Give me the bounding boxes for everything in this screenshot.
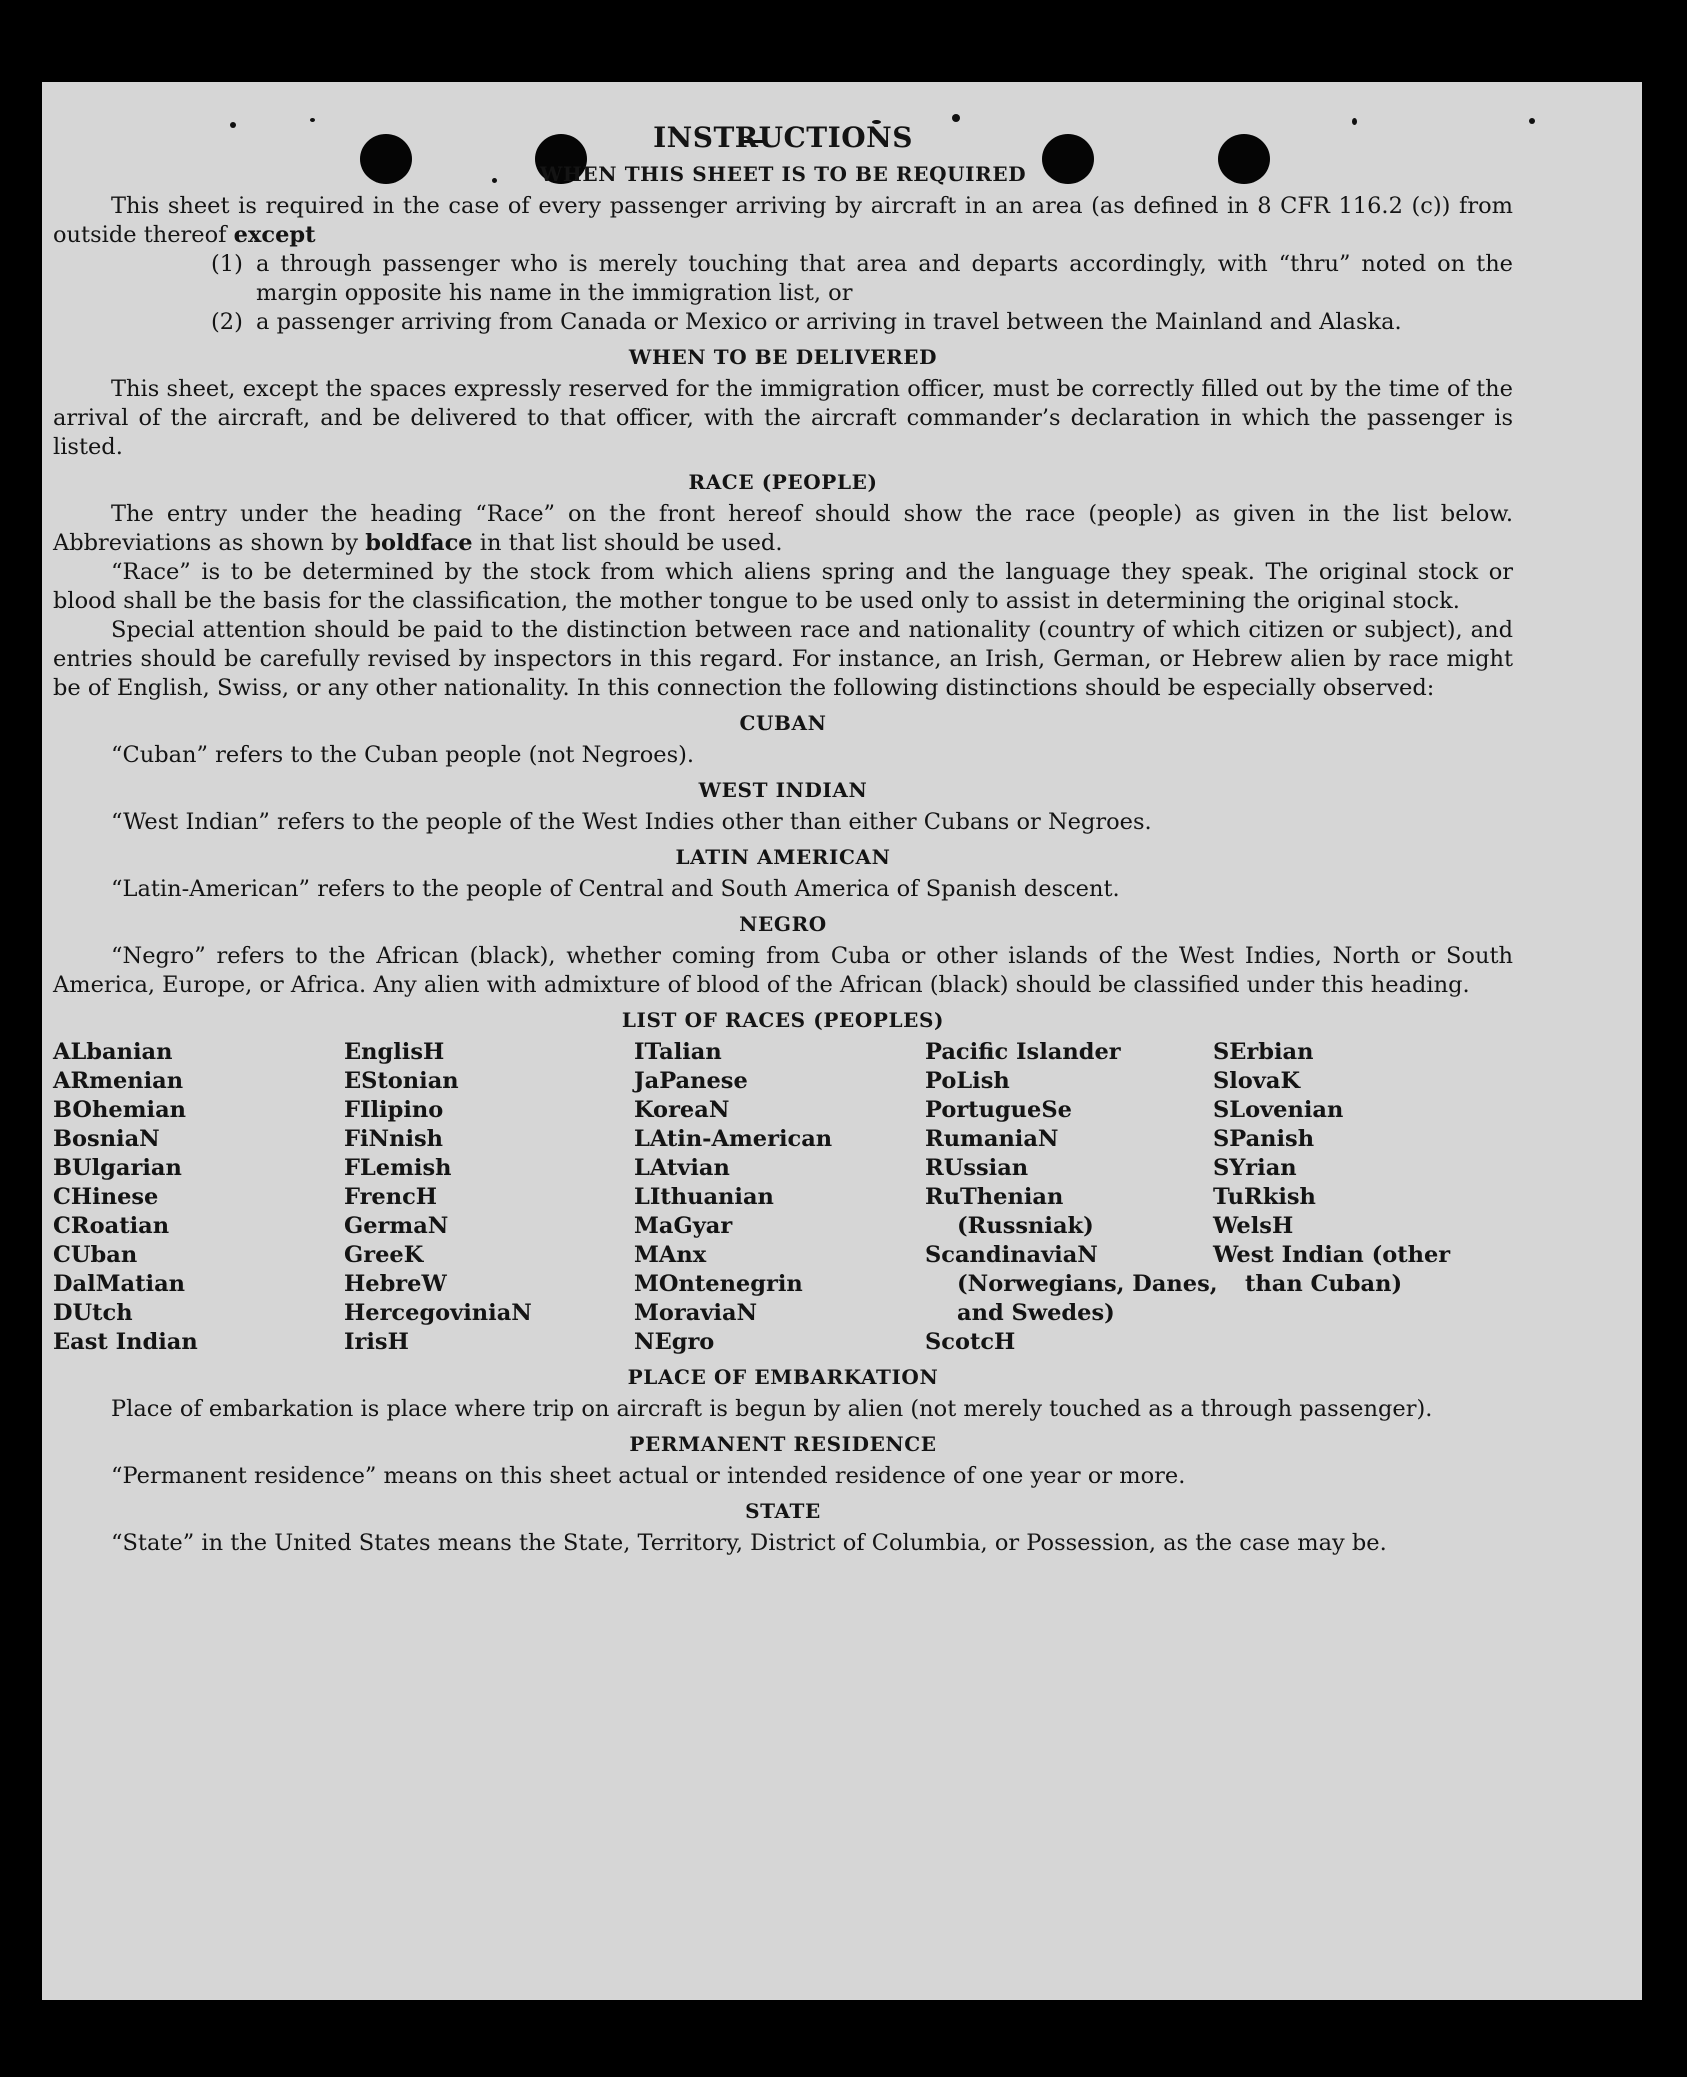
heading-race: RACE (PEOPLE): [688, 470, 878, 494]
race-entry: SLovenian: [1213, 1097, 1344, 1123]
races-column: [925, 1038, 1218, 1357]
race-paragraph: “Race” is to be determined by the stock from which aliens spring and the language they speak. The original stock or blood shall be the basis for the classification, the mother tongue to be used only to assist in determining the original stock.: [53, 559, 1513, 614]
race-entry: GreeK: [344, 1242, 424, 1268]
race-entry: IrisH: [344, 1329, 409, 1355]
race-entry: BUlgarian: [53, 1155, 182, 1181]
race-entry: ScandinaviaN (Norwegians, Danes, and Swedes): [925, 1242, 1218, 1326]
race-entry: SErbian: [1213, 1039, 1314, 1065]
race-entry: DUtch: [53, 1300, 133, 1326]
page-title: INSTRUCTIONS: [653, 121, 913, 154]
races-column: [1213, 1038, 1493, 1357]
race-entry: TuRkish: [1213, 1184, 1316, 1210]
races-column: [634, 1038, 925, 1357]
exception-item: (1) a through passenger who is merely touching that area and departs accordingly, with “thru” noted on the margin opposite his name in the immigration list, or: [211, 251, 1513, 306]
race-entry: SYrian: [1213, 1155, 1297, 1181]
race-entry: FLemish: [344, 1155, 452, 1181]
race-entry: ARmenian: [53, 1068, 184, 1094]
race-paragraph: The entry under the heading “Race” on the front hereof should show the race (people) as given in the list below. Abbreviations as shown by boldface in that list should be used.: [53, 501, 1513, 556]
race-entry: ScotcH: [925, 1329, 1016, 1355]
race-entry: WelsH: [1213, 1213, 1294, 1239]
race-entry: Pacific Islander: [925, 1039, 1121, 1065]
race-entry: MAnx: [634, 1242, 707, 1268]
heading-residence: PERMANENT RESIDENCE: [629, 1432, 937, 1456]
exception-item: (2) a passenger arriving from Canada or Mexico or arriving in travel between the Mainland and Alaska.: [211, 309, 1402, 335]
race-entry: NEgro: [634, 1329, 715, 1355]
embarkation-text: Place of embarkation is place where trip on aircraft is begun by alien (not merely touched as a through passenger).: [111, 1396, 1433, 1422]
race-entry: DalMatian: [53, 1271, 186, 1297]
race-entry: FIlipino: [344, 1097, 444, 1123]
speck: [1529, 118, 1535, 124]
race-entry: SlovaK: [1213, 1068, 1301, 1094]
negro-text: “Negro” refers to the African (black), whether coming from Cuba or other islands of the West Indies, North or South America, Europe, or Africa. Any alien with admixture of blood of the African (black) should be classified under this heading.: [53, 943, 1513, 998]
race-entry: KoreaN: [634, 1097, 730, 1123]
race-entry: ITalian: [634, 1039, 722, 1065]
cuban-text: “Cuban” refers to the Cuban people (not Negroes).: [111, 742, 695, 768]
instructions-content: [53, 121, 1513, 1558]
race-entry: MoraviaN: [634, 1300, 758, 1326]
race-entry: FrencH: [344, 1184, 438, 1210]
race-entry: SPanish: [1213, 1126, 1315, 1152]
race-entry: RumaniaN: [925, 1126, 1059, 1152]
when-delivered-text: This sheet, except the spaces expressly reserved for the immigration officer, must be correctly filled out by the time of the arrival of the aircraft, and be delivered to that officer, with the aircraft commander’s declaration in which the passenger is listed.: [53, 376, 1513, 460]
races-column: [53, 1038, 344, 1357]
heading-embarkation: PLACE OF EMBARKATION: [627, 1365, 939, 1389]
heading-when-required: WHEN THIS SHEET IS TO BE REQUIRED: [539, 162, 1027, 186]
when-required-text: This sheet is required in the case of every passenger arriving by aircraft in an area (as defined in 8 CFR 116.2 (c)) from outside thereof except: [53, 193, 1513, 248]
race-entry: LAtin-American: [634, 1126, 833, 1152]
race-entry: BOhemian: [53, 1097, 187, 1123]
race-entry: CUban: [53, 1242, 138, 1268]
residence-text: “Permanent residence” means on this sheet actual or intended residence of one year or more.: [111, 1463, 1186, 1489]
heading-races-list: LIST OF RACES (PEOPLES): [621, 1008, 945, 1032]
heading-west-indian: WEST INDIAN: [698, 778, 868, 802]
race-entry: GermaN: [344, 1213, 449, 1239]
races-column: [344, 1038, 634, 1357]
race-entry: West Indian (other than Cuban): [1213, 1242, 1451, 1297]
race-entry: RuThenian (Russniak): [925, 1184, 1094, 1239]
race-entry: JaPanese: [634, 1068, 748, 1094]
race-entry: CRoatian: [53, 1213, 170, 1239]
heading-state: STATE: [745, 1499, 821, 1523]
race-entry: PortugueSe: [925, 1097, 1072, 1123]
race-entry: LIthuanian: [634, 1184, 774, 1210]
races-list: [53, 1038, 1513, 1357]
latin-american-text: “Latin-American” refers to the people of Central and South America of Spanish descent.: [111, 876, 1120, 902]
race-entry: LAtvian: [634, 1155, 730, 1181]
race-entry: ALbanian: [53, 1039, 173, 1065]
race-paragraph: Special attention should be paid to the distinction between race and nationality (country of which citizen or subject), and entries should be carefully revised by inspectors in this regard. For instance, an Irish, German, or Hebrew alien by race might be of English, Swiss, or any other nationality. In this connection the following distinctions should be especially observed:: [53, 617, 1513, 701]
race-entry: HebreW: [344, 1271, 447, 1297]
west-indian-text: “West Indian” refers to the people of the West Indies other than either Cubans or Negroes.: [111, 809, 1152, 835]
race-entry: FiNnish: [344, 1126, 444, 1152]
race-entry: RUssian: [925, 1155, 1029, 1181]
race-entry: MOntenegrin: [634, 1271, 803, 1297]
race-entry: EStonian: [344, 1068, 459, 1094]
race-entry: CHinese: [53, 1184, 159, 1210]
state-text: “State” in the United States means the State, Territory, District of Columbia, or Possession, as the case may be.: [111, 1530, 1387, 1556]
heading-latin-american: LATIN AMERICAN: [675, 845, 891, 869]
race-entry: BosniaN: [53, 1126, 160, 1152]
race-entry: MaGyar: [634, 1213, 733, 1239]
race-entry: East Indian: [53, 1329, 198, 1355]
heading-when-delivered: WHEN TO BE DELIVERED: [628, 345, 938, 369]
heading-cuban: CUBAN: [739, 711, 827, 735]
race-entry: HercegoviniaN: [344, 1300, 532, 1326]
race-entry: EnglisH: [344, 1039, 445, 1065]
race-entry: PoLish: [925, 1068, 1010, 1094]
heading-negro: NEGRO: [739, 912, 827, 936]
